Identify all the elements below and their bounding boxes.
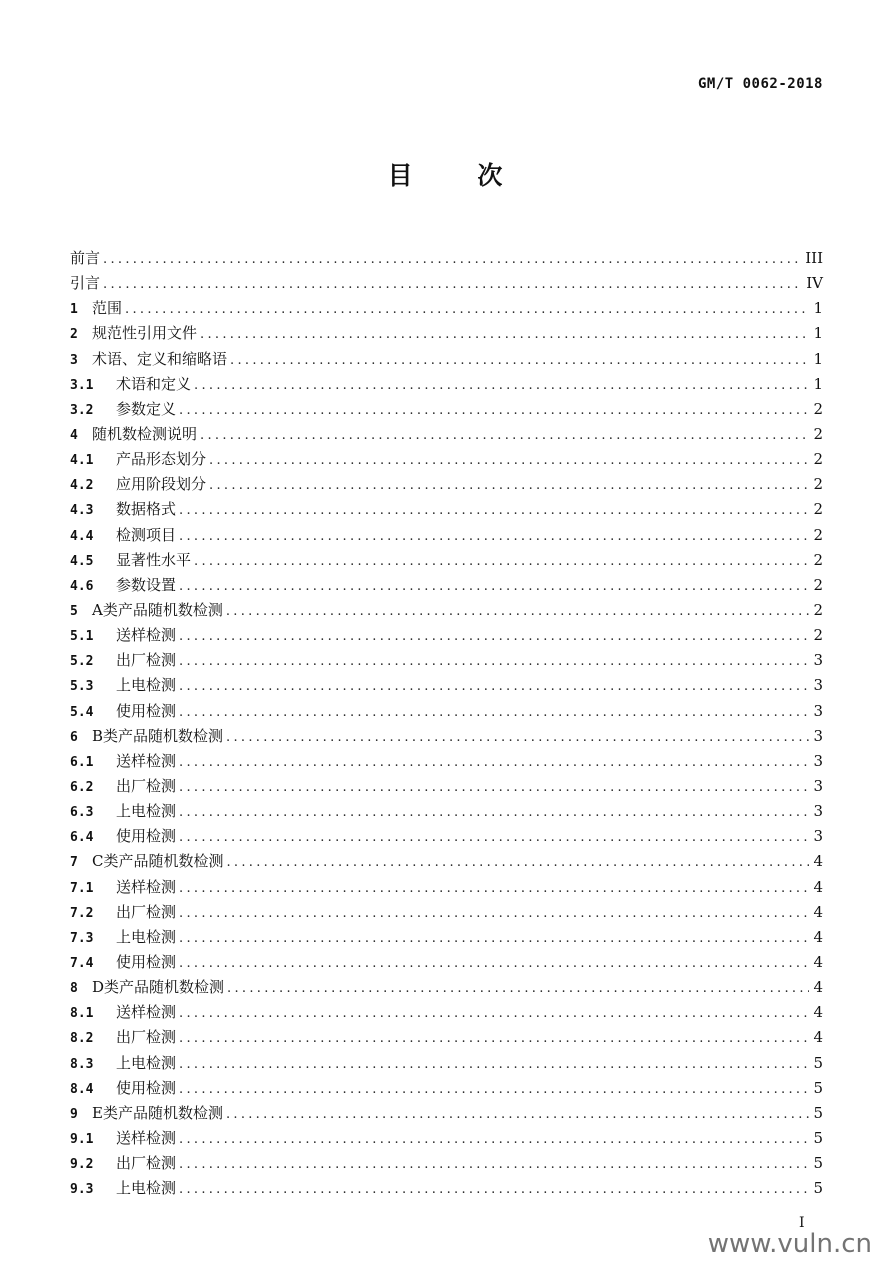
toc-entry-label: 送样检测 xyxy=(116,751,177,770)
toc-entry[interactable] xyxy=(70,1101,823,1126)
toc-dot-leader xyxy=(103,247,801,272)
toc-entry-label: 送样检测 xyxy=(116,1003,177,1022)
toc-dot-leader xyxy=(226,850,809,875)
toc-entry-number: 4 xyxy=(70,427,78,443)
toc-entry-number: 9.1 xyxy=(70,1131,94,1147)
toc-entry-label: 规范性引用文件 xyxy=(92,324,198,343)
toc-dot-leader xyxy=(230,348,809,373)
toc-entry-label: C类产品随机数检测 xyxy=(92,852,224,871)
toc-entry-page: 3 xyxy=(813,802,823,821)
toc-dot-leader xyxy=(179,1152,809,1177)
toc-entry-number: 8.1 xyxy=(70,1006,94,1022)
toc-entry[interactable] xyxy=(70,774,823,799)
toc-entry[interactable] xyxy=(70,975,823,1000)
toc-entry-page: 1 xyxy=(813,374,823,393)
toc-dot-leader xyxy=(179,1052,809,1077)
toc-entry[interactable] xyxy=(70,673,823,698)
toc-entry[interactable] xyxy=(70,321,823,346)
toc-entry-label: 出厂检测 xyxy=(116,902,177,921)
toc-entry-number: 5.2 xyxy=(70,654,94,670)
toc-entry-page: 1 xyxy=(813,349,823,368)
toc-entry-label: 随机数检测说明 xyxy=(92,424,198,443)
toc-entry[interactable] xyxy=(70,246,823,271)
toc-entry-number: 4.2 xyxy=(70,478,94,494)
toc-entry-label: E类产品随机数检测 xyxy=(92,1103,223,1122)
toc-entry-number: 6 xyxy=(70,729,78,745)
toc-entry-label: 应用阶段划分 xyxy=(116,475,207,494)
toc-entry[interactable] xyxy=(70,1051,823,1076)
toc-dot-leader xyxy=(179,700,809,725)
toc-entry-label: 范围 xyxy=(92,299,123,318)
toc-entry-number: 8.4 xyxy=(70,1081,94,1097)
toc-dot-leader xyxy=(209,473,809,498)
toc-entry-page: 2 xyxy=(813,450,823,469)
toc-entry[interactable] xyxy=(70,548,823,573)
toc-entry-page: 3 xyxy=(813,676,823,695)
toc-entry-label: 使用检测 xyxy=(116,1078,177,1097)
toc-entry[interactable] xyxy=(70,824,823,849)
toc-entry-page: 1 xyxy=(813,299,823,318)
toc-entry-page: 2 xyxy=(813,575,823,594)
toc-dot-leader xyxy=(179,750,809,775)
toc-dot-leader xyxy=(179,649,809,674)
toc-entry-number: 9.3 xyxy=(70,1182,94,1198)
toc-dot-leader xyxy=(226,1102,809,1127)
toc-dot-leader xyxy=(179,624,809,649)
toc-entry-page: 3 xyxy=(813,776,823,795)
toc-dot-leader xyxy=(227,976,809,1001)
toc-dot-leader xyxy=(179,825,809,850)
toc-entry[interactable] xyxy=(70,849,823,874)
toc-entry-page: 2 xyxy=(813,525,823,544)
toc-entry-page: 4 xyxy=(813,927,823,946)
toc-entry-page: 2 xyxy=(813,475,823,494)
toc-title: 目 次 xyxy=(387,161,531,190)
toc-entry[interactable] xyxy=(70,799,823,824)
toc-entry-page: 4 xyxy=(813,1028,823,1047)
toc-entry-page: 4 xyxy=(813,877,823,896)
toc-entry-page: 5 xyxy=(813,1128,823,1147)
toc-entry-label: 使用检测 xyxy=(116,952,177,971)
toc-entry-label: 术语和定义 xyxy=(116,374,192,393)
toc-entry-page: III xyxy=(805,249,823,267)
toc-entry-label: 出厂检测 xyxy=(116,1028,177,1047)
toc-entry-page: 2 xyxy=(813,600,823,619)
toc-dot-leader xyxy=(179,876,809,901)
toc-dot-leader xyxy=(179,901,809,926)
toc-entry-label: 使用检测 xyxy=(116,701,177,720)
toc-dot-leader xyxy=(194,373,809,398)
toc-entry-number: 6.1 xyxy=(70,754,94,770)
toc-dot-leader xyxy=(179,674,809,699)
toc-entry[interactable] xyxy=(70,900,823,925)
toc-entry[interactable] xyxy=(70,623,823,648)
toc-entry-number: 6.4 xyxy=(70,830,94,846)
toc-entry-number: 1 xyxy=(70,302,78,318)
toc-dot-leader xyxy=(179,1177,809,1202)
toc-dot-leader xyxy=(200,423,809,448)
toc-entry-number: 5 xyxy=(70,603,78,619)
toc-entry-label: A类产品随机数检测 xyxy=(92,600,223,619)
document-code: GM/T 0062-2018 xyxy=(697,76,823,92)
toc-dot-leader xyxy=(179,1077,809,1102)
toc-entry[interactable] xyxy=(70,372,823,397)
toc-entry-number: 3.1 xyxy=(70,377,94,393)
toc-entry-number: 9 xyxy=(70,1106,78,1122)
toc-entry[interactable] xyxy=(70,1076,823,1101)
toc-entry-label: B类产品随机数检测 xyxy=(92,726,224,745)
toc-entry[interactable] xyxy=(70,271,823,296)
toc-entry-number: 7.3 xyxy=(70,930,94,946)
toc-entry-page: 2 xyxy=(813,424,823,443)
toc-entry-page: 3 xyxy=(813,726,823,745)
toc-entry[interactable] xyxy=(70,422,823,447)
toc-dot-leader xyxy=(179,800,809,825)
toc-dot-leader xyxy=(179,775,809,800)
toc-entry[interactable] xyxy=(70,573,823,598)
toc-dot-leader xyxy=(226,599,809,624)
toc-entry-label: 术语、定义和缩略语 xyxy=(92,349,228,368)
toc-entry[interactable] xyxy=(70,296,823,321)
toc-entry-label: 上电检测 xyxy=(116,1053,177,1072)
toc-entry[interactable] xyxy=(70,497,823,522)
table-of-contents xyxy=(70,246,823,1201)
toc-entry-page: 5 xyxy=(813,1053,823,1072)
toc-entry-page: 3 xyxy=(813,701,823,720)
toc-entry-label: 送样检测 xyxy=(116,877,177,896)
watermark: www.vuln.cn xyxy=(707,1229,872,1259)
toc-dot-leader xyxy=(179,574,809,599)
toc-entry-number: 3 xyxy=(70,352,78,368)
toc-dot-leader xyxy=(200,322,809,347)
toc-entry-label: 出厂检测 xyxy=(116,1154,177,1173)
toc-entry[interactable] xyxy=(70,472,823,497)
toc-dot-leader xyxy=(179,1127,809,1152)
toc-entry-page: 3 xyxy=(813,651,823,670)
toc-entry-page: 3 xyxy=(813,827,823,846)
toc-entry-number: 4.3 xyxy=(70,503,94,519)
toc-entry-label: 检测项目 xyxy=(116,525,177,544)
toc-entry-page: 3 xyxy=(813,751,823,770)
toc-entry-number: 7.2 xyxy=(70,905,94,921)
toc-entry-page: 4 xyxy=(813,902,823,921)
toc-entry-number: 9.2 xyxy=(70,1157,94,1173)
toc-entry-label: 出厂检测 xyxy=(116,776,177,795)
toc-entry[interactable] xyxy=(70,347,823,372)
toc-entry[interactable] xyxy=(70,1000,823,1025)
toc-entry-label: 参数设置 xyxy=(116,575,177,594)
toc-entry-page: 2 xyxy=(813,399,823,418)
toc-entry-page: 4 xyxy=(813,852,823,871)
toc-entry[interactable] xyxy=(70,1151,823,1176)
toc-entry-page: 4 xyxy=(813,1003,823,1022)
toc-entry-number: 2 xyxy=(70,327,78,343)
toc-entry-label: 上电检测 xyxy=(116,802,177,821)
toc-entry[interactable] xyxy=(70,699,823,724)
toc-entry[interactable] xyxy=(70,950,823,975)
toc-entry-label: 产品形态划分 xyxy=(116,450,207,469)
toc-entry-number: 4.4 xyxy=(70,528,94,544)
toc-entry-page: 1 xyxy=(813,324,823,343)
toc-entry-page: 5 xyxy=(813,1154,823,1173)
toc-entry-label: D类产品随机数检测 xyxy=(92,978,225,997)
toc-entry-number: 6.2 xyxy=(70,779,94,795)
toc-entry-label: 上电检测 xyxy=(116,1179,177,1198)
toc-entry[interactable] xyxy=(70,749,823,774)
toc-entry[interactable] xyxy=(70,648,823,673)
toc-entry-page: 4 xyxy=(813,952,823,971)
toc-dot-leader xyxy=(125,297,809,322)
page-number: I xyxy=(799,1215,805,1231)
toc-entry-number: 6.3 xyxy=(70,805,94,821)
toc-dot-leader xyxy=(179,498,809,523)
toc-entry-number: 7.4 xyxy=(70,955,94,971)
toc-entry-number: 7 xyxy=(70,855,78,871)
toc-entry[interactable] xyxy=(70,724,823,749)
toc-entry-number: 3.2 xyxy=(70,402,94,418)
toc-dot-leader xyxy=(179,951,809,976)
toc-dot-leader xyxy=(209,448,809,473)
toc-entry-label: 显著性水平 xyxy=(116,550,192,569)
toc-entry[interactable] xyxy=(70,1025,823,1050)
toc-dot-leader xyxy=(179,398,809,423)
toc-entry-label: 引言 xyxy=(70,274,101,293)
toc-entry-label: 上电检测 xyxy=(116,676,177,695)
toc-entry-label: 前言 xyxy=(70,249,101,267)
toc-entry[interactable] xyxy=(70,523,823,548)
toc-dot-leader xyxy=(103,272,802,297)
toc-entry-number: 8.3 xyxy=(70,1056,94,1072)
toc-entry[interactable] xyxy=(70,1176,823,1201)
toc-entry-page: 5 xyxy=(813,1103,823,1122)
toc-entry-page: 4 xyxy=(813,978,823,997)
toc-entry-number: 4.1 xyxy=(70,453,94,469)
toc-dot-leader xyxy=(179,1001,809,1026)
toc-dot-leader xyxy=(194,549,809,574)
toc-entry[interactable] xyxy=(70,598,823,623)
toc-entry[interactable] xyxy=(70,875,823,900)
toc-dot-leader xyxy=(179,524,809,549)
toc-entry-page: 2 xyxy=(813,626,823,645)
toc-entry-label: 数据格式 xyxy=(116,500,177,519)
toc-entry-page: 5 xyxy=(813,1078,823,1097)
toc-entry-page: 2 xyxy=(813,550,823,569)
toc-entry[interactable] xyxy=(70,397,823,422)
toc-entry-label: 出厂检测 xyxy=(116,651,177,670)
toc-entry-label: 使用检测 xyxy=(116,827,177,846)
toc-entry-number: 5.3 xyxy=(70,679,94,695)
toc-entry[interactable] xyxy=(70,925,823,950)
toc-entry-label: 上电检测 xyxy=(116,927,177,946)
toc-entry-number: 8.2 xyxy=(70,1031,94,1047)
toc-entry-label: 送样检测 xyxy=(116,1128,177,1147)
toc-entry-number: 4.5 xyxy=(70,553,94,569)
toc-dot-leader xyxy=(179,926,809,951)
toc-dot-leader xyxy=(179,1026,809,1051)
toc-entry-number: 8 xyxy=(70,981,78,997)
toc-entry-number: 4.6 xyxy=(70,578,94,594)
toc-entry[interactable] xyxy=(70,447,823,472)
toc-entry-number: 7.1 xyxy=(70,880,94,896)
toc-entry-page: IV xyxy=(806,274,823,293)
toc-entry-page: 2 xyxy=(813,500,823,519)
toc-entry-number: 5.1 xyxy=(70,629,94,645)
toc-entry[interactable] xyxy=(70,1126,823,1151)
toc-entry-label: 送样检测 xyxy=(116,626,177,645)
toc-entry-number: 5.4 xyxy=(70,704,94,720)
toc-entry-label: 参数定义 xyxy=(116,399,177,418)
toc-entry-page: 5 xyxy=(813,1179,823,1198)
toc-dot-leader xyxy=(226,725,809,750)
